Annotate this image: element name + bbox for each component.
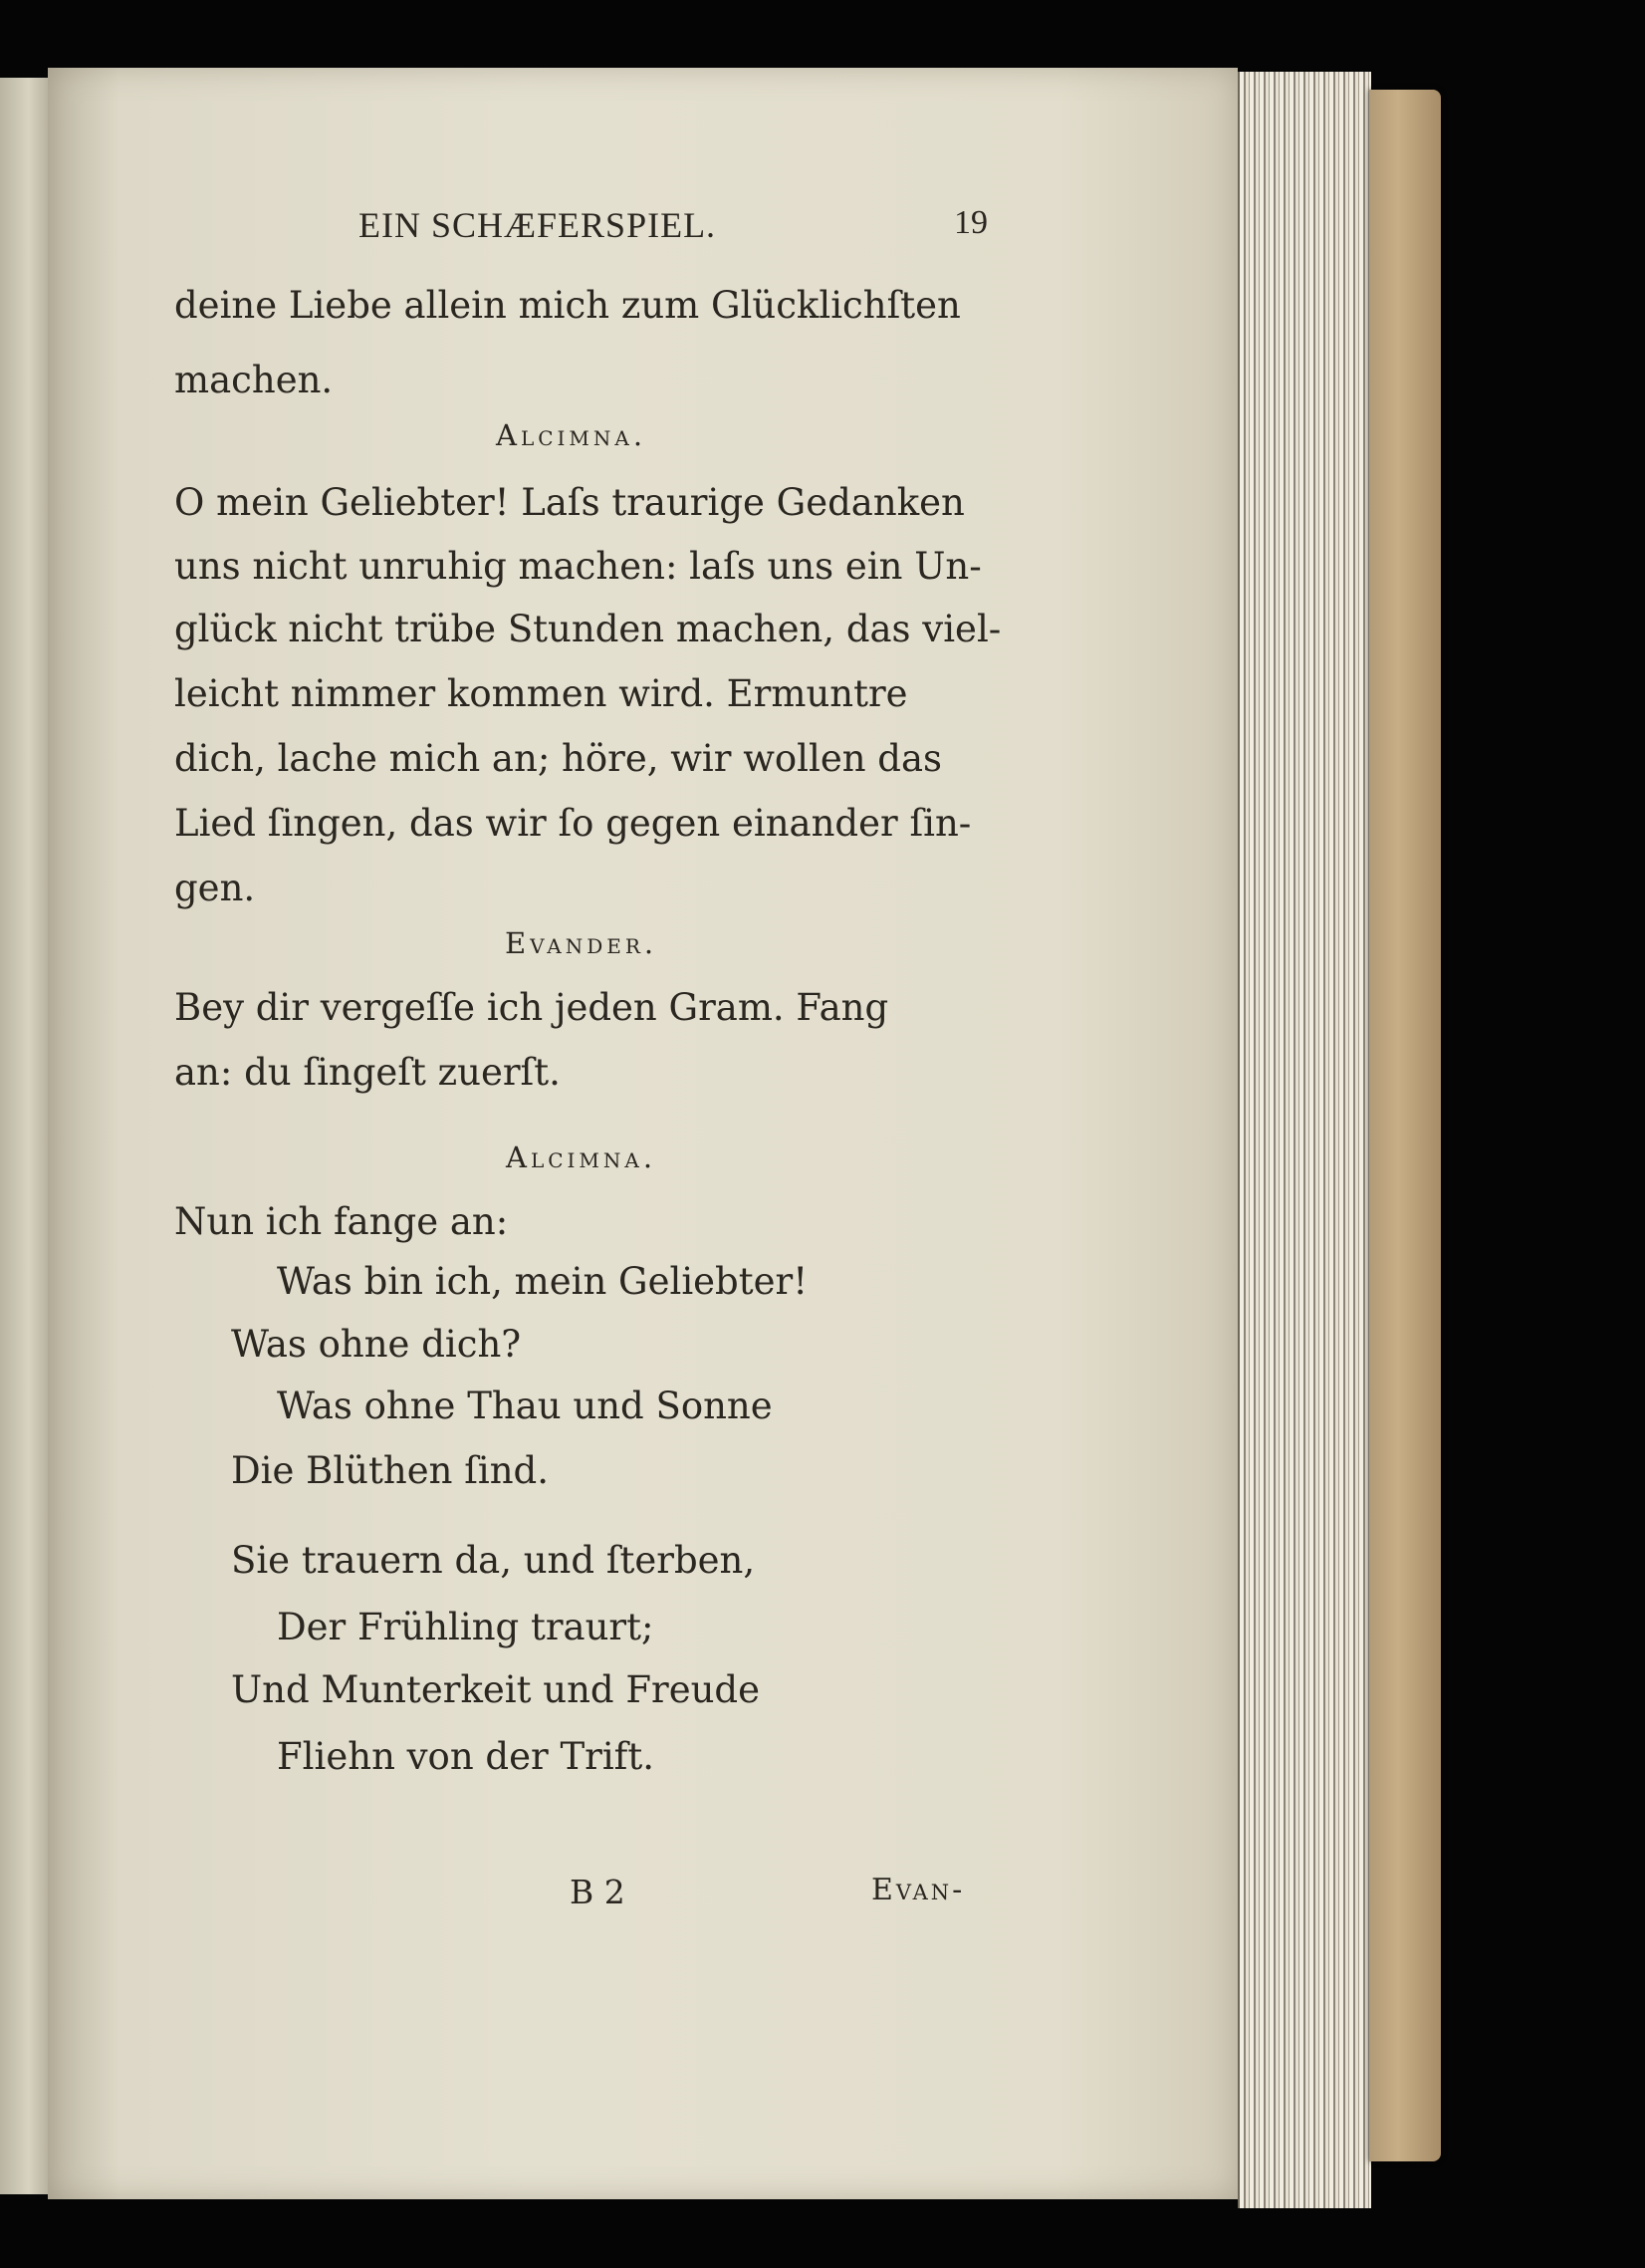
running-header: EIN SCHÆFERSPIEL. bbox=[358, 205, 717, 245]
speaker-name: Alcimna. bbox=[506, 1140, 657, 1174]
verse-line: Was bin ich, mein Geliebter! bbox=[277, 1260, 809, 1303]
text-line: dich, lache mich an; höre, wir wollen das bbox=[174, 737, 943, 780]
text-line: Bey dir vergeſſe ich jeden Gram. Fang bbox=[174, 986, 889, 1029]
text-line: Nun ich fange an: bbox=[174, 1200, 509, 1243]
text-line: gen. bbox=[174, 867, 256, 909]
speaker-name: Alcimna. bbox=[496, 418, 647, 452]
printer-signature: B 2 bbox=[570, 1873, 625, 1911]
text-line: deine Liebe allein mich zum Glücklichſten bbox=[174, 284, 961, 327]
text-line: leicht nimmer kommen wird. Ermuntre bbox=[174, 672, 908, 715]
text-line: O mein Geliebter! Laſs traurige Gedanken bbox=[174, 481, 965, 524]
speaker-name: Evander. bbox=[505, 926, 658, 960]
text-line: an: du ſingeſt zuerſt. bbox=[174, 1051, 561, 1094]
page-number: 19 bbox=[954, 204, 988, 241]
verse-line: Und Munterkeit und Freude bbox=[231, 1668, 761, 1711]
catchword: Evan- bbox=[871, 1873, 966, 1907]
verse-line: Sie trauern da, und ſterben, bbox=[231, 1539, 756, 1582]
text-line: uns nicht unruhig machen: laſs uns ein Un- bbox=[174, 545, 982, 588]
text-line: Lied ſingen, das wir ſo gegen einander ſin- bbox=[174, 802, 972, 845]
verse-line: Was ohne Thau und Sonne bbox=[277, 1385, 773, 1427]
book-cover-edge bbox=[1369, 90, 1441, 2161]
text-line: machen. bbox=[174, 359, 334, 401]
verse-line: Fliehn von der Trift. bbox=[277, 1735, 654, 1778]
verse-line: Die Blüthen ſind. bbox=[231, 1449, 549, 1492]
text-line: glück nicht trübe Stunden machen, das viel- bbox=[174, 608, 1002, 650]
verse-line: Der Frühling traurt; bbox=[277, 1606, 654, 1648]
facing-page-edge bbox=[0, 78, 51, 2194]
page-stack-edges bbox=[1238, 72, 1371, 2208]
verse-line: Was ohne dich? bbox=[231, 1323, 522, 1366]
